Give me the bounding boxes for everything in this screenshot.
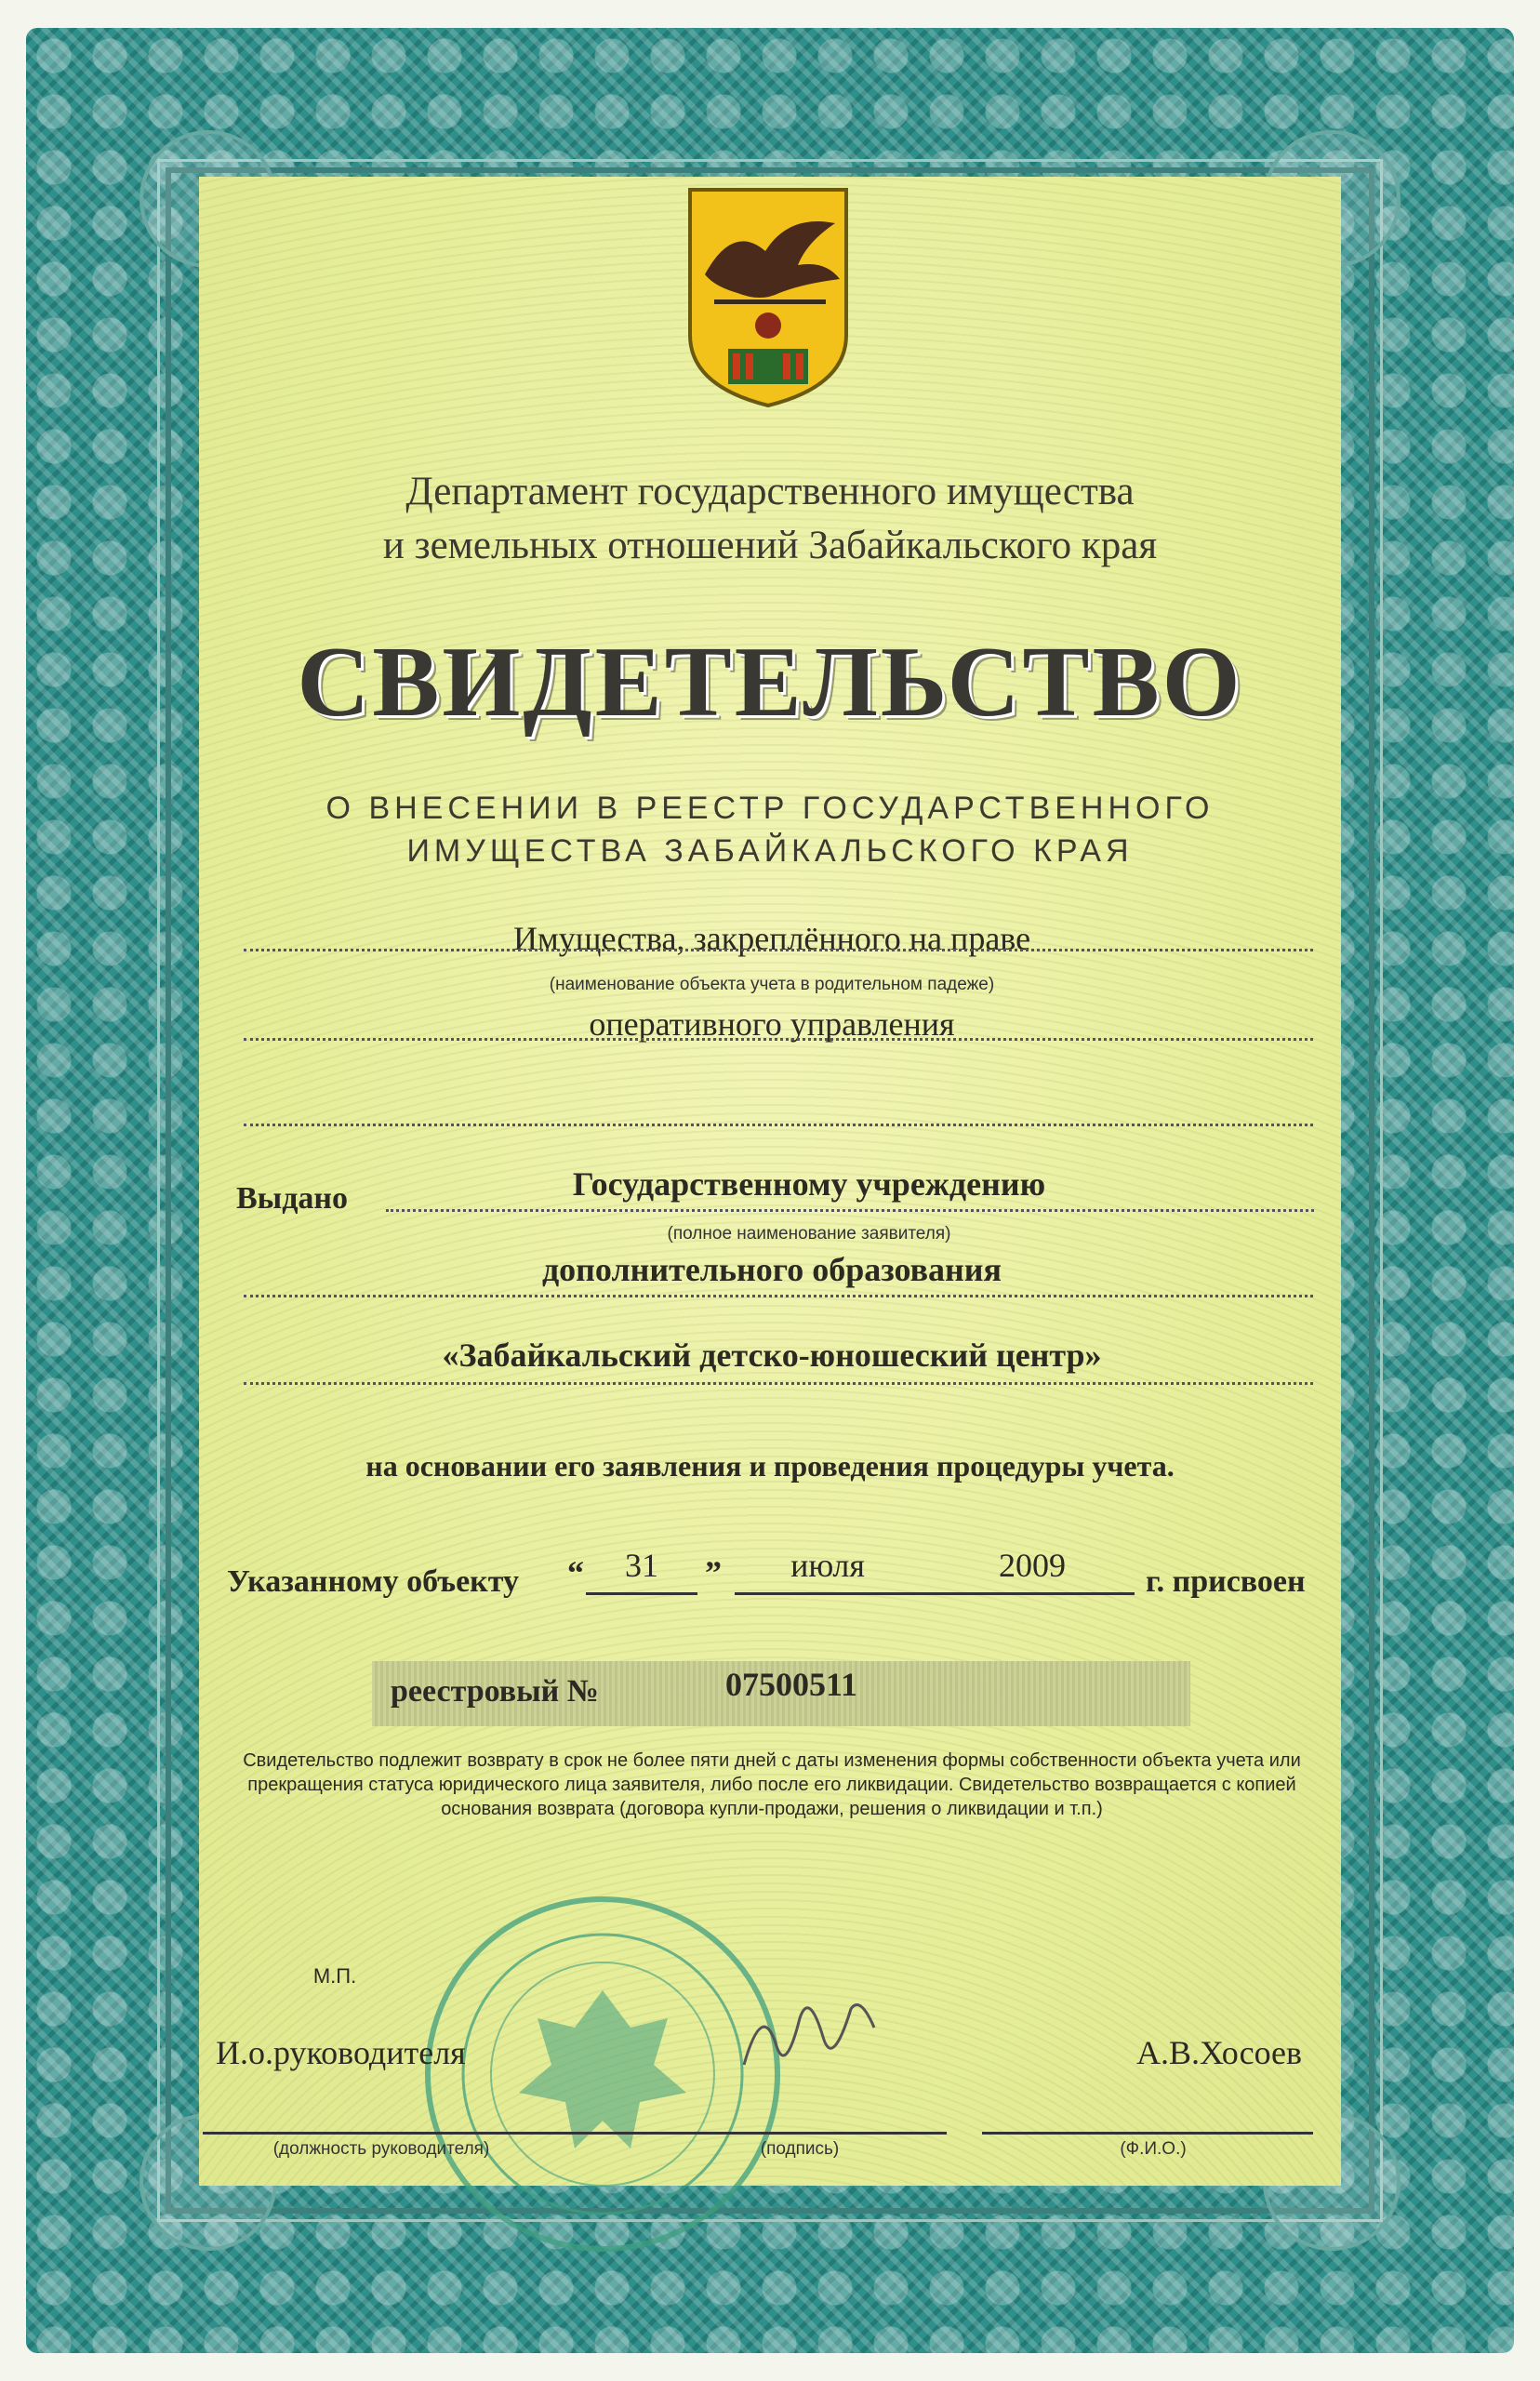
dotted-line [386,1209,1314,1212]
name-line [982,2132,1313,2135]
mp-label: М.П. [312,1964,357,1988]
dotted-line [244,1038,1313,1041]
basis-text: на основании его заявления и проведения процедуры учета. [365,1449,1175,1483]
issued-value-1: Государственному учреждению [572,1165,1046,1203]
official-stamp-icon [417,1888,789,2260]
underline [586,1592,697,1595]
certificate-subtitle [199,787,1341,872]
name-value: А.В.Хосоев [1135,2034,1302,2071]
object-value-1: Имущества, закреплённого на праве [512,920,1031,957]
object-value-2: оперативного управления [589,1005,955,1043]
object-hint: (наименование объекта учета в родительном падеже) [549,975,995,994]
signature-hint: (подпись) [760,2139,840,2159]
registry-label: реестровый № [391,1674,599,1709]
issued-label: Выдано [236,1181,349,1216]
subtitle-line-1: О ВНЕСЕНИИ В РЕЕСТР ГОСУДАРСТВЕННОГО [325,791,1215,826]
department-line-2: и земельных отношений Забайкальского края [382,524,1158,567]
underline [735,1592,1135,1595]
month-value: июля [790,1547,865,1584]
issued-hint: (полное наименование заявителя) [667,1224,951,1244]
year-value: 2009 [999,1547,1066,1584]
signature-icon [735,1981,883,2093]
open-quote: “ [567,1554,584,1591]
signature-line [203,2132,947,2135]
name-hint: (Ф.И.О.) [1120,2139,1187,2159]
certificate-title: СВИДЕТЕЛЬСТВО [297,627,1243,738]
dotted-line [244,1295,1313,1297]
position-hint: (должность руководителя) [272,2139,490,2159]
day-value: 31 [625,1547,658,1584]
assignment-suffix: г. присвоен [1146,1564,1306,1599]
position-value: И.о.руководителя [216,2034,466,2071]
department-line-1: Департамент государственного имущества [405,470,1135,513]
dotted-line [244,1382,1313,1385]
dotted-line [244,949,1313,951]
assignment-prefix: Указанному объекту [227,1564,520,1599]
coat-of-arms-icon [686,186,850,409]
department-name [199,465,1341,573]
issued-value-3: «Забайкальский детско-юношеский центр» [442,1337,1102,1374]
close-quote: ” [705,1554,722,1591]
return-note: Свидетельство подлежит возврату в срок не более пяти дней с даты изменения формы собственности объекта учета или прекращения статуса юридического лица заявителя, либо после его ликвидации. Свидетельство возвращается с копией основания возврата (договора купли-продажи, решения о ликвидации и т.п.) [243,1750,1301,1819]
registry-number: 07500511 [725,1666,858,1703]
subtitle-line-2: ИМУЩЕСТВА ЗАБАЙКАЛЬСКОГО КРАЯ [406,833,1134,869]
dotted-line [244,1124,1313,1126]
issued-value-2: дополнительного образования [541,1251,1002,1288]
